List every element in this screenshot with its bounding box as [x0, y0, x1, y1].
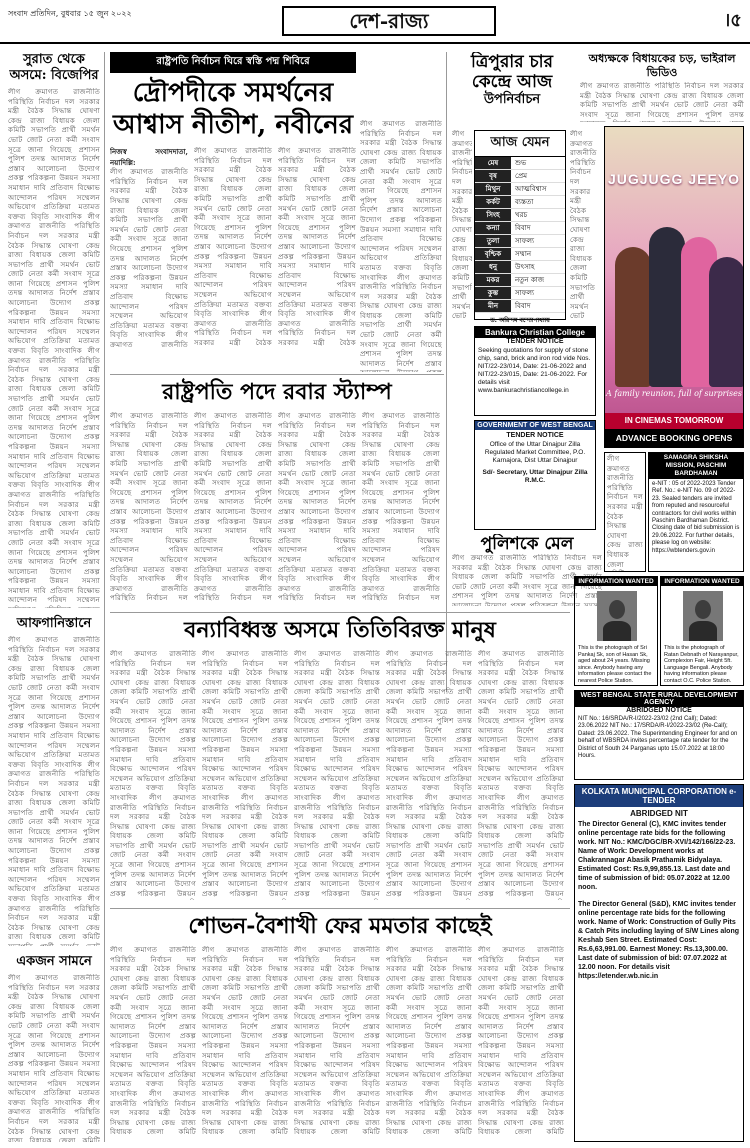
- zodiac-sign: মকর: [475, 274, 511, 286]
- lead-body-col-4: [360, 120, 442, 372]
- lead-body-col-1: [110, 147, 188, 347]
- lead-headline-1: দ্রৌপদীকে সমর্থনের: [132, 78, 334, 108]
- zodiac-sign: মেষ: [475, 157, 511, 169]
- kmc-ad-subtitle: ABRIDGED NIT: [630, 809, 688, 818]
- bankura-ad-title: Bankura Christian College: [475, 327, 595, 338]
- zodiac-prediction: বিবাদ: [515, 224, 531, 232]
- tripura-body-side: [570, 130, 600, 320]
- tripura-headline-1: ত্রিপুরার চার: [471, 52, 553, 72]
- zodiac-prediction: প্রেম: [515, 172, 527, 180]
- info-wanted-title-1: INFORMATION WANTED: [575, 577, 657, 586]
- movie-cast-figure: [709, 257, 744, 387]
- samagra-ad-body: e-NIT : 05 of 2022-2023 Tender Ref. No.: e-NIT No. 09 of 2022-23. Sealed tenders are invited from reputed and resourceful contractors for civil works within Paschim Bardhaman District. Closing date of bid submission is 29.06.2022. For further details, please log on website: https://wbtenders.gov.in: [652, 481, 740, 554]
- zodiac-prediction: সাফল্য: [515, 289, 535, 297]
- horoscope-row: [475, 261, 565, 274]
- tripura-headline-2: কেন্দ্রে আজ: [471, 72, 553, 92]
- ekjon-article-body: [8, 974, 100, 1142]
- info-wanted-title-2: INFORMATION WANTED: [661, 577, 743, 586]
- tripura-story: [452, 52, 572, 132]
- lead-headline-2: আশ্বাস নীতীশ, নবীনের: [112, 110, 354, 140]
- flood-body-columns: [110, 650, 570, 900]
- surat-article-body: [8, 88, 100, 608]
- section-divider: [110, 374, 444, 375]
- horoscope-row: [475, 274, 565, 287]
- horoscope-row: [475, 183, 565, 196]
- zodiac-sign: বৃশ্চিক: [475, 248, 511, 260]
- horoscope-row: [475, 209, 565, 222]
- bankura-tender-ad: [474, 326, 596, 416]
- zodiac-prediction: শুভ: [515, 159, 527, 167]
- movie-cast-figure: [649, 227, 685, 387]
- page-number: ।৫: [723, 10, 742, 31]
- bankura-ad-subtitle: TENDER NOTICE: [506, 338, 564, 345]
- samagra-tender-ad: [648, 452, 744, 572]
- horoscope-row: [475, 196, 565, 209]
- zodiac-prediction: উৎসাহ: [515, 263, 535, 271]
- flood-story: [110, 616, 570, 906]
- shovan-body-columns: [110, 946, 570, 1136]
- zodiac-prediction: নতুন কাজ: [515, 276, 545, 284]
- info-wanted-ad-1: [574, 576, 658, 686]
- flood-headline: বন্যাবিধ্বস্ত অসমে তিতিবিরক্ত মানুষ: [184, 617, 496, 643]
- zodiac-prediction: ব্যস্ততা: [515, 198, 534, 206]
- wbgov-ad-subtitle: TENDER NOTICE: [506, 432, 564, 439]
- stamp-body-columns: [110, 412, 444, 602]
- movie-cast-figure: [615, 247, 651, 387]
- wbsrda-ad-body: NIT No.: 16/SRDA/R-I/2022-23/02 (2nd Call); Dated: 23.06.2022 NIT No.: 17/SRDA/R-I/2022-23/02 (Re-Call); Dated: 23.06.2022. The Superintending Engineer for and on behalf of WBSRDA invites percentage rate tender for the District of South 24 Parganas upto 15.07.2022 at 18:00 Hours.: [578, 716, 738, 760]
- column-divider: [446, 52, 447, 692]
- bengali-notice-ad: [604, 452, 646, 572]
- video-story: [580, 52, 744, 122]
- afghan-headline: আফগানিস্তানে: [16, 616, 92, 631]
- wbgov-ad-sign: Sd/- Secretary, Uttar Dinajpur Zilla R.M.C.: [482, 469, 588, 484]
- missing-person-photo: [683, 591, 723, 641]
- movie-tagline: A family reunion, full of surprises: [606, 389, 742, 398]
- stamp-story: [110, 378, 444, 608]
- left-column: [8, 52, 100, 1142]
- tripura-headline-3: উপনির্বাচন: [483, 92, 541, 107]
- section-title: দেশ-রাজ্য: [282, 6, 496, 36]
- zodiac-prediction: সাফল্য: [515, 237, 535, 245]
- zodiac-sign: কর্কট: [475, 196, 511, 208]
- horoscope-row: [475, 300, 565, 313]
- wbsrda-ad-title: WEST BENGAL STATE RURAL DEVELOPMENT AGENCY: [575, 691, 743, 707]
- lead-body-col-2: [194, 147, 272, 347]
- zodiac-prediction: বিবাদ: [515, 302, 531, 310]
- horoscope-row: [475, 287, 565, 300]
- zodiac-sign: মীন: [475, 300, 511, 312]
- section-divider: [110, 612, 570, 613]
- zodiac-sign: মিথুন: [475, 183, 511, 195]
- lead-body-columns: [110, 147, 356, 347]
- missing-person-photo: [597, 591, 637, 641]
- movie-booking: ADVANCE BOOKING OPENS: [605, 429, 743, 447]
- kmc-ad-title: KOLKATA MUNICIPAL CORPORATION e-TENDER: [575, 785, 743, 807]
- wbsrda-notice-ad: [574, 690, 744, 780]
- zodiac-sign: কন্যা: [475, 222, 511, 234]
- bankura-ad-body: Seeking quotations for supply of stone chip, sand, brick and iron rod vide Nos. NIT/22-23/014, Date: 21-06-2022 and NIT/22-23/015, Date: 21-06-2022. For details visit www.bankurachristiancollege.in: [478, 347, 591, 394]
- kmc-ad-body-2: The Director General (S&D), KMC invites tender online percentage rate bids for the following work. Name of Work: Construction of Gully Pits & Catch Pits including laying of S/W Lines along Keshab Sen Street. Estimated Cost: Rs.6,63,991.00. Earnest Money: Rs.13,300.00. Last date of submission of bid: 07.07.2022 at 12.00 noon. For details visit https://etender.wb.nic.in: [578, 901, 740, 980]
- column-divider: [104, 52, 105, 1142]
- masthead: [0, 0, 750, 44]
- wbgov-ad-body: Office of the Uttar Dinajpur Zilla Regulated Market Committee, P.O. Karnajora, Dist Uttar Dinajpur: [484, 441, 586, 464]
- horoscope-row: [475, 235, 565, 248]
- horoscope-title: আজ যেমন: [475, 131, 565, 157]
- horoscope-row: [475, 157, 565, 170]
- movie-release: IN CINEMAS TOMORROW: [605, 413, 743, 429]
- shovan-story: [110, 912, 570, 1142]
- stamp-headline: রাষ্ট্রপতি পদে রবার স্ট্যাম্প: [162, 379, 392, 405]
- kmc-tender-ad: [574, 784, 744, 1142]
- info-wanted-ad-2: [660, 576, 744, 686]
- zodiac-sign: ধনু: [475, 261, 511, 273]
- shovan-headline: শোভন-বৈশাখী ফের মমতার কাছেই: [188, 913, 492, 939]
- horoscope-row: [475, 222, 565, 235]
- zodiac-prediction: আত্মবিশ্বাস: [515, 185, 547, 193]
- movie-ad: [604, 126, 744, 448]
- surat-headline-2: অসমে: বিজেপির: [9, 68, 99, 83]
- issue-date: সংবাদ প্রতিদিন, বুধবার ১৫ জুন ২০২২: [8, 9, 132, 18]
- tripura-body-left: [452, 130, 472, 320]
- video-headline: অধ্যক্ষকে বিধায়কের চড়, ভাইরাল ভিডিও: [588, 52, 736, 79]
- kmc-ad-body-1: The Director General (C), KMC invites tender online percentage rate bids for the following work. NIT No.: KMC/DGC/BR-XVI/142/166/22-23. Name of Work: Development works at Chakrannagar Abasik Prathamik Bidyalaya. Estimated Cost: Rs.9,99,855.13. Last date and time of submission of bid: 05.07.2022 at 12.00 noon.: [578, 821, 736, 891]
- police-headline: পুলিশকে মেল: [480, 534, 574, 554]
- info-wanted-caption-2: This is the photograph of Ratan Debnath of Narayanpur, Complexion Fair, Height 5ft. Language Bengali. Anybody having information please contact O.C. Police Station.: [664, 645, 739, 684]
- wbsrda-ad-subtitle: ABRIDGED NOTICE: [626, 707, 692, 714]
- horoscope-row: [475, 170, 565, 183]
- movie-title: JUGJUGG JEEYO: [607, 171, 741, 187]
- afghan-article-body: [8, 636, 100, 946]
- lead-dateline: নিজস্ব সংবাদদাতা, নয়াদিল্লি:: [110, 147, 188, 167]
- wbgov-ad-title: GOVERNMENT OF WEST BENGAL: [475, 421, 595, 430]
- zodiac-prediction: সম্মান: [515, 250, 532, 258]
- zodiac-sign: তুলা: [475, 235, 511, 247]
- zodiac-prediction: খরচ: [515, 211, 528, 219]
- wbgov-tender-ad: [474, 420, 596, 530]
- video-article-body: [580, 82, 744, 122]
- info-wanted-caption-1: This is the photograph of Sri Pankaj Sk, son of Hasan Sk, aged about 24 years. Missing since. Anybody having any information please contact the nearest Police Station.: [578, 645, 652, 684]
- horoscope-author: ড. অরিন্দম বন্দ্যোপাধ্যায়: [490, 317, 550, 324]
- samagra-ad-title: SAMAGRA SHIKSHA MISSION, PASCHIM BARDHAMAN: [649, 453, 743, 479]
- horoscope-list: [475, 157, 565, 313]
- surat-headline-1: সুরাত থেকে: [23, 52, 85, 67]
- lead-kicker: রাষ্ট্রপতি নির্বাচন ঘিরে স্বস্তি পদ্ম শিবিরে: [110, 52, 356, 73]
- zodiac-sign: বৃষ: [475, 170, 511, 182]
- ekjon-headline: একজন সামনে: [16, 954, 92, 969]
- lead-story: [110, 52, 356, 372]
- section-divider: [110, 908, 570, 909]
- masthead-rule: [0, 42, 750, 44]
- horoscope-row: [475, 248, 565, 261]
- zodiac-sign: সিংহ: [475, 209, 511, 221]
- zodiac-sign: কুম্ভ: [475, 287, 511, 299]
- lead-body-col-3: [278, 147, 356, 347]
- horoscope-box: [474, 130, 566, 324]
